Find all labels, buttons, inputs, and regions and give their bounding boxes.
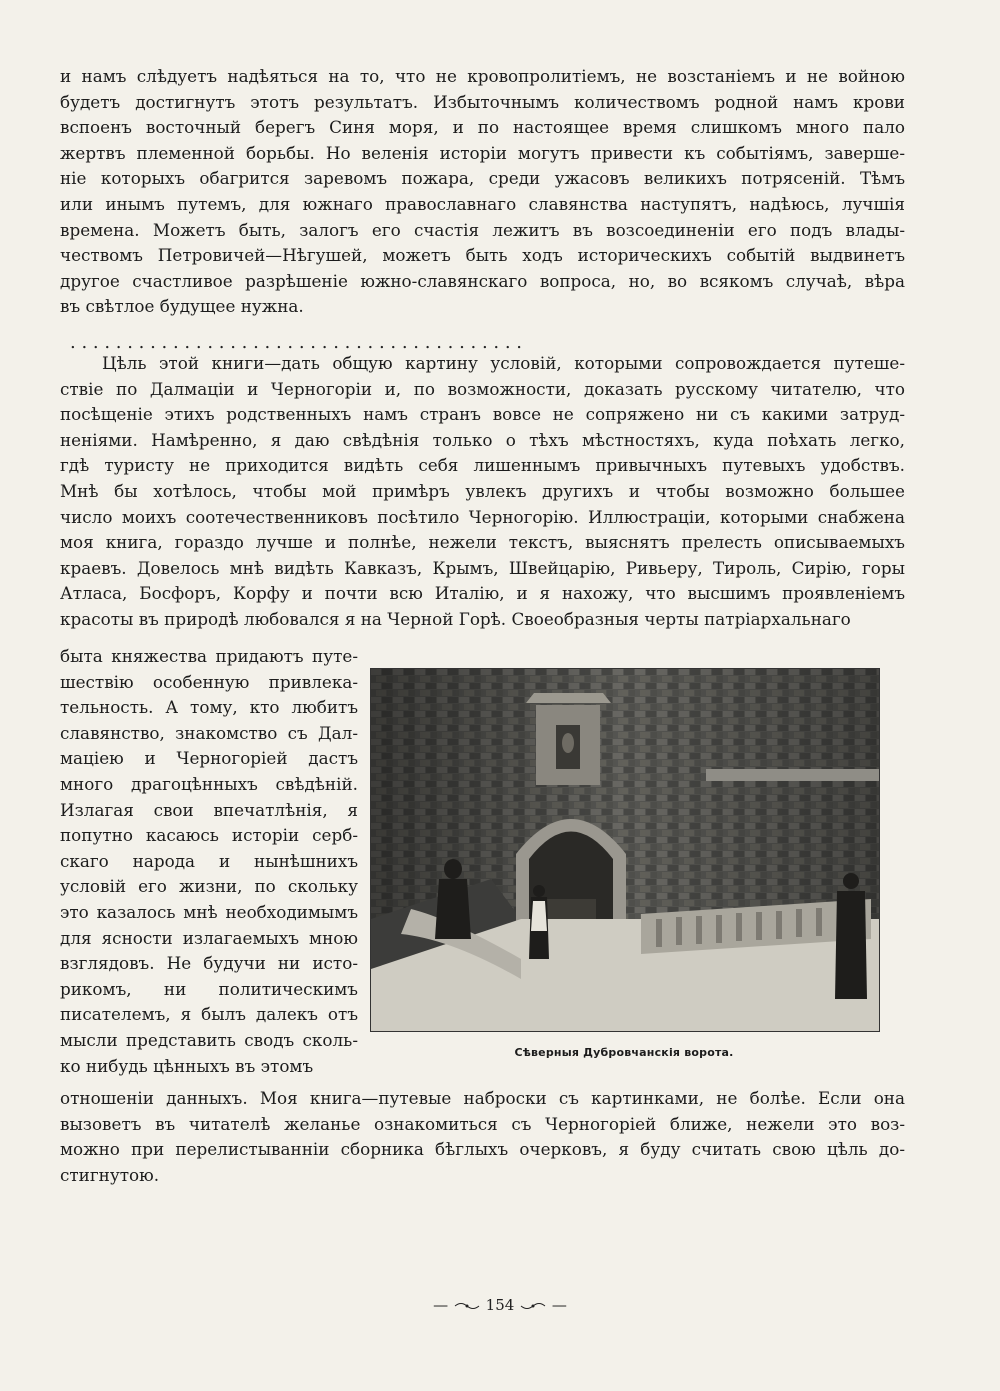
ornament-right: —: [551, 1296, 567, 1314]
text-line: мацiею и Черногорiей дастъ: [60, 748, 358, 769]
text-line: вызоветъ въ читателѣ желанье ознакомиться съ Черногорiей ближе, нежели это воз-: [60, 1113, 905, 1134]
photo-dubrovnik-gate: [370, 668, 880, 1032]
text-line: нiе которыхъ обагрится заревомъ пожара, среди ужасовъ великихъ потрясенiй. Тѣмъ: [60, 168, 905, 189]
text-line: вспоенъ восточный берегъ Синя моря, и по настоящее время слишкомъ много пало: [60, 117, 905, 138]
flourish-right-icon: [519, 1301, 547, 1311]
text-line: будетъ достигнутъ этотъ результатъ. Избыточнымъ количествомъ родной намъ крови: [60, 91, 905, 112]
text-line: тельность. А тому, кто любитъ: [60, 697, 358, 718]
text-line: рикомъ, ни политическимъ: [60, 978, 358, 999]
text-line: времена. Можетъ быть, залогъ его счастiя лежитъ въ возсоединенiи его подъ влады-: [60, 219, 905, 240]
flourish-left-icon: [453, 1301, 481, 1311]
text-line: писателемъ, я былъ далекъ отъ: [60, 1004, 358, 1025]
text-line: быта княжества придаютъ путе-: [60, 646, 358, 666]
text-line: посѣщенiе этихъ родственныхъ намъ странъ вовсе не сопряжено ни съ какими затруд-: [60, 404, 905, 425]
text-line: взглядовъ. Не будучи ни исто-: [60, 953, 358, 974]
text-line: жертвъ племенной борьбы. Но веленiя исторiи могутъ привести къ событiямъ, заверше-: [60, 142, 905, 163]
text-line: стигнутою.: [60, 1164, 160, 1185]
text-line: Цѣль этой книги—дать общую картину условiй, которыми сопровождается путеше-: [102, 353, 905, 373]
text-line: Мнѣ бы хотѣлось, чтобы мой примѣръ увлекъ другихъ и чтобы возможно большее: [60, 480, 905, 501]
text-line: скаго народа и нынѣшнихъ: [60, 850, 358, 871]
text-line: много драгоцѣнныхъ свѣдѣнiй.: [60, 773, 358, 794]
text-line: и намъ слѣдуетъ надѣяться на то, что не кровопролитiемъ, не возстанiемъ и не войною: [60, 66, 905, 86]
text-line: число моихъ соотечественниковъ посѣтило Черногорiю. Иллюстрацiи, которыми снабжена: [60, 506, 905, 527]
text-line: въ свѣтлое будущее нужна.: [60, 296, 304, 317]
text-line: ненiями. Намѣренно, я даю свѣдѣнiя только о тѣхъ мѣстностяхъ, куда поѣхать легко,: [60, 429, 905, 450]
page-number: 154: [485, 1296, 515, 1314]
ornament-left: —: [433, 1296, 449, 1314]
paragraph-conclusion: [60, 1086, 905, 1188]
text-line: для ясности излагаемыхъ мною: [60, 927, 358, 948]
paragraph-beside-photo: [60, 644, 358, 1079]
text-line: Атласа, Босфоръ, Корфу и почти всю Италiю, и я нахожу, что высшимъ проявленiемъ: [60, 583, 905, 604]
text-line: это казалось мнѣ необходимымъ: [60, 901, 358, 922]
text-line: шествiю особенную привлека-: [60, 671, 358, 692]
text-line: гдѣ туристу не приходится видѣть себя лишеннымъ привычныхъ путевыхъ удобствъ.: [60, 455, 905, 476]
text-line: красоты въ природѣ любовался я на Черной Горѣ. Своеобразныя черты патрiархальнаго: [60, 608, 851, 629]
paragraph-continuation: [60, 64, 905, 320]
text-line: попутно касаюсь исторiи серб-: [60, 825, 358, 846]
text-line: ко нибудь цѣнныхъ въ этомъ: [60, 1055, 314, 1076]
text-line: или инымъ путемъ, для южнаго православнаго славянства наступятъ, надѣюсь, лучшiя: [60, 193, 905, 214]
text-line: условiй его жизни, по скольку: [60, 876, 358, 897]
text-line: моя книга, гораздо лучше и полнѣе, нежели текстъ, выяснятъ прелесть описываемыхъ: [60, 532, 905, 553]
text-line: краевъ. Довелось мнѣ видѣть Кавказъ, Крымъ, Швейцарiю, Ривьеру, Тироль, Сирiю, горы: [60, 557, 905, 578]
text-line: славянство, знакомство съ Дал-: [60, 722, 358, 743]
gate-photo-illustration: [371, 669, 879, 1031]
text-line: мысли представить сводъ сколь-: [60, 1029, 358, 1050]
text-line: отношенiи данныхъ. Моя книга—путевые наброски съ картинками, не болѣе. Если она: [60, 1088, 905, 1108]
section-separator: . . . . . . . . . . . . . . . . . . . . . . . . . . . . . . . . . . . . . . . .: [70, 332, 523, 353]
page-footer: [0, 1296, 1000, 1314]
text-line: другое счастливое разрѣшенiе южно-славянскаго вопроса, но, во всякомъ случаѣ, вѣра: [60, 270, 905, 291]
paragraph-purpose: [60, 351, 905, 633]
text-line: ствiе по Далмацiи и Черногорiи и, по возможности, доказать русскому читателю, что: [60, 378, 905, 399]
text-line: Излагая свои впечатлѣнiя, я: [60, 799, 358, 820]
photo-caption: Сѣверныя Дубровчанскiя ворота.: [514, 1046, 734, 1059]
text-line: можно при перелистываннiи сборника бѣглыхъ очерковъ, я буду считать свою цѣль до-: [60, 1139, 905, 1160]
text-line: чествомъ Петровичей—Нѣгушей, можетъ быть ходъ историческихъ событiй выдвинетъ: [60, 245, 905, 266]
